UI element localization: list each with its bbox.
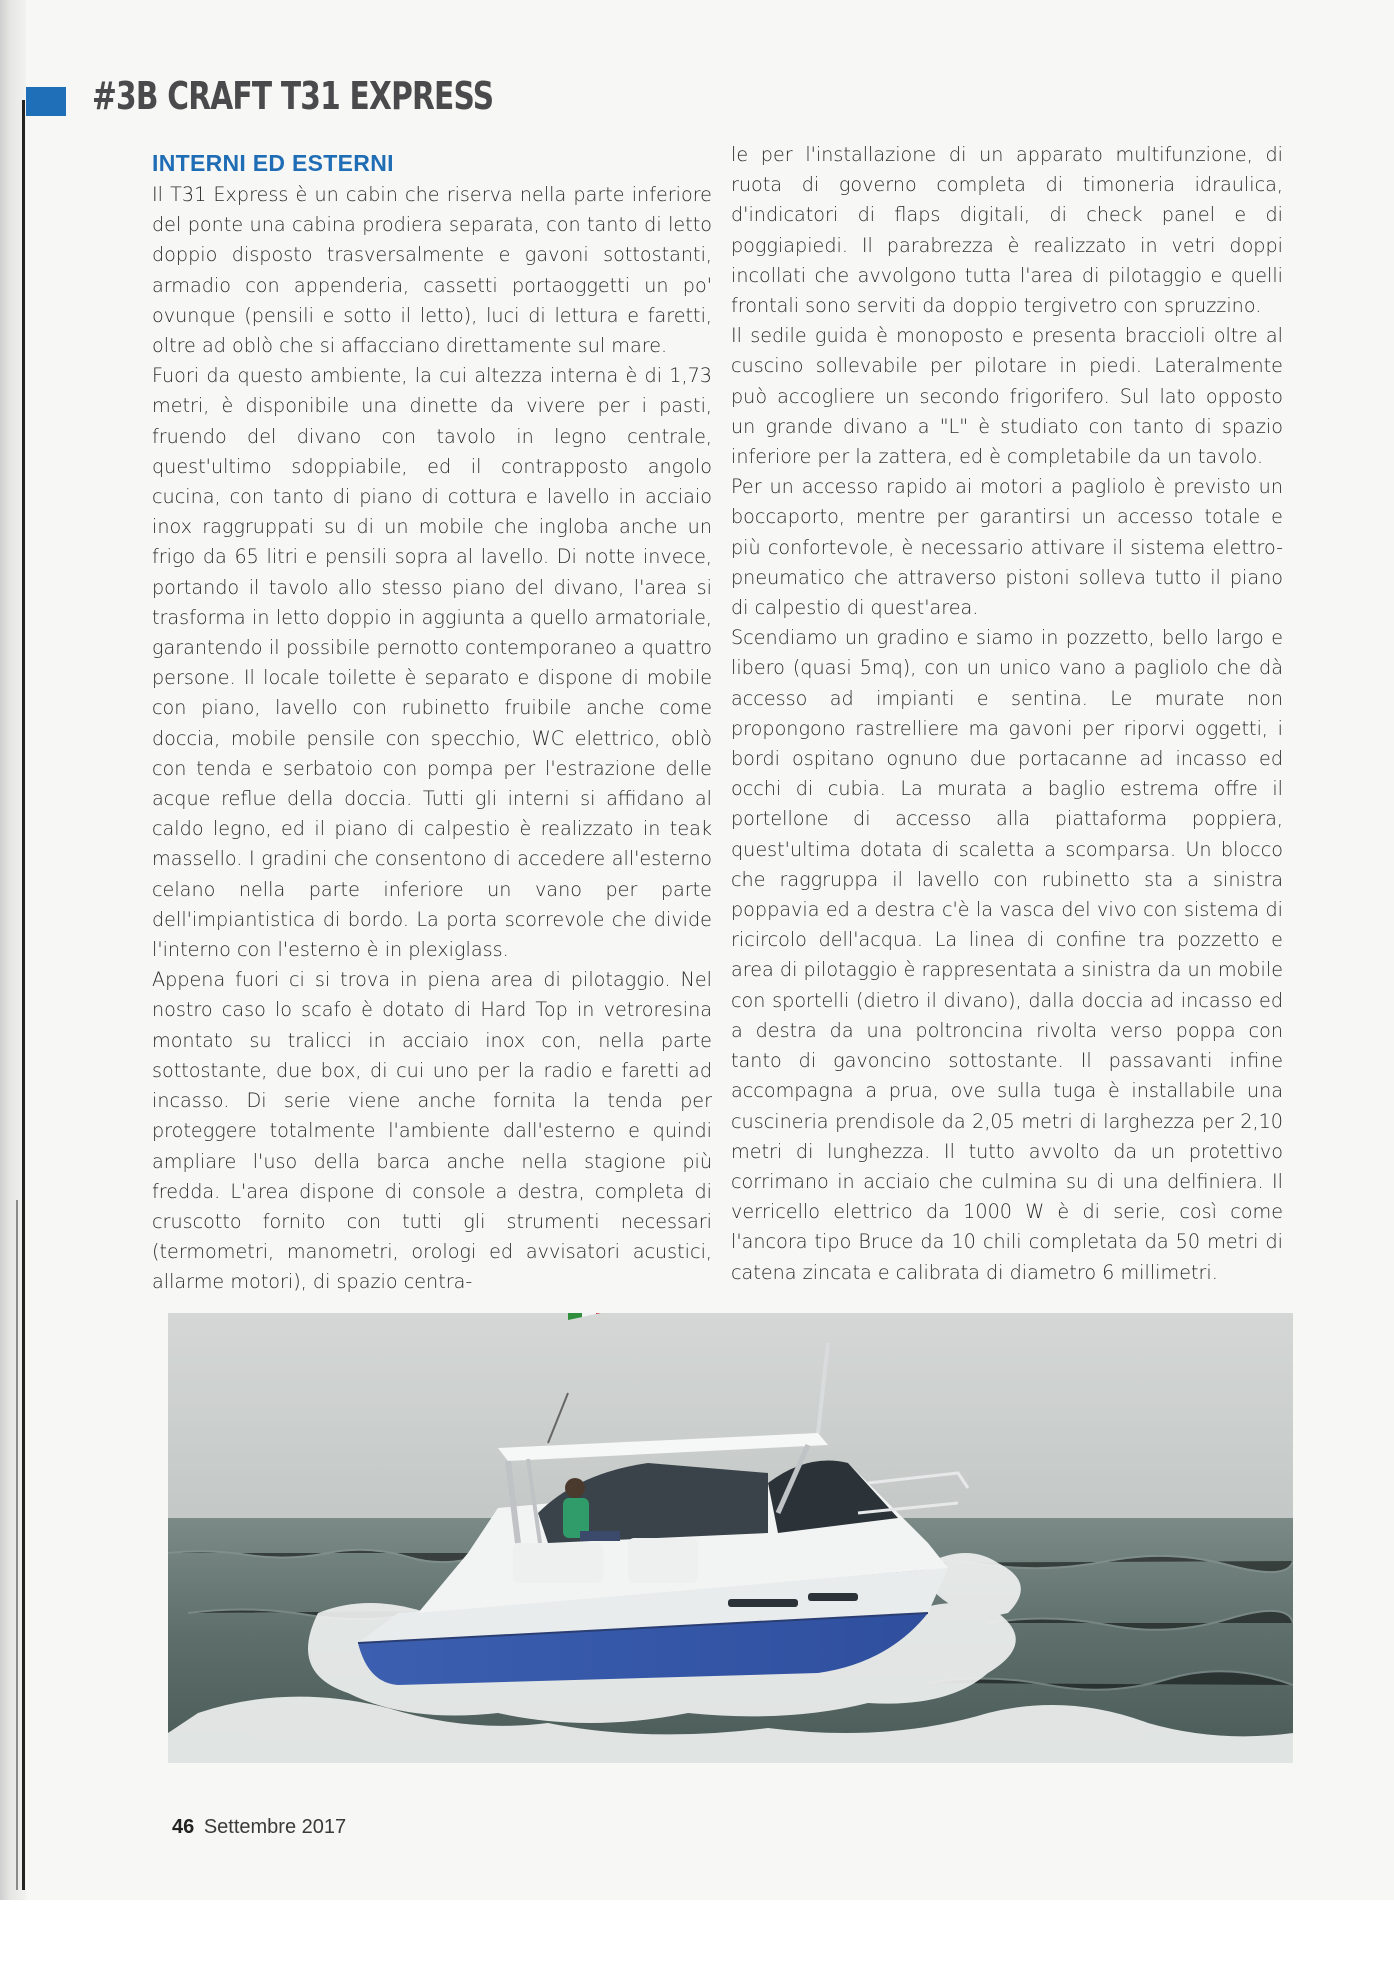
- header-accent-block: [26, 87, 66, 116]
- paragraph: Il sedile guida è monoposto e presenta braccioli oltre al cuscino sollevabile per pilotare in piedi. Lateralmente può accogliere un secondo frigorifero. Sul lato opposto un grande divano a "L" è studiato con tanto di spazio inferiore per la zattera, ed è completabile da un tavolo.: [731, 324, 1283, 469]
- paragraph: Per un accesso rapido ai motori a pagliolo è previsto un boccaporto, mentre per garantirsi un accesso totale e più confortevole, è necessario attivare il sistema elettro-pneumatico che attraverso pistoni solleva tutto il piano di calpestio di quest'area.: [731, 475, 1283, 620]
- boat-photo: [168, 1313, 1293, 1763]
- article-column-left: [152, 148, 712, 1298]
- issue-date: Settembre 2017: [203, 1816, 347, 1838]
- section-heading: INTERNI ED ESTERNI: [152, 150, 394, 176]
- paragraph: Fuori da questo ambiente, la cui altezza interna è di 1,73 metri, è disponibile una dinette da vivere per i pasti, fruendo del divano con tavolo in legno centrale, quest'ultimo sdoppiabile, ed il contrapposto angolo cucina, con tanto di piano di cottura e lavello in acciaio inox raggruppati su di un mobile che ingloba anche un frigo da 65 litri e pensili sopra al lavello. Di notte invece, portando il tavolo allo stesso piano del divano, l'area si trasforma in letto doppio in aggiunta a quello armatoriale, garantendo il possibile pernotto contemporaneo a quattro persone. Il locale toilette è separato e dispone di mobile con piano, lavello con rubinetto fruibile anche come doccia, mobile pensile con specchio, WC elettrico, oblò con tenda e serbatoio con pompa per l'estrazione delle acque reflue della doccia. Tutti gli interni si affidano al caldo legno, ed il piano di calpestio è realizzato in teak massello. I gradini che consentono di accedere all'esterno celano nella parte inferiore un vano per parte dell'impiantistica di bordo. La porta scorrevole che divide l'interno con l'esterno è in plexiglass.: [152, 364, 712, 962]
- page-number: 46: [172, 1816, 195, 1838]
- paragraph: le per l'installazione di un apparato multifunzione, di ruota di governo completa di timoneria idraulica, d'indicatori di flaps digitali, di check panel e di poggiapiedi. Il parabrezza è realizzato in vetri doppi incollati che avvolgono tutta l'area di pilotaggio e quelli frontali sono serviti da doppio tergivetro con spruzzino.: [731, 143, 1283, 318]
- paragraph: Il T31 Express è un cabin che riserva nella parte inferiore del ponte una cabina prodiera separata, con tanto di letto doppio disposto trasversalmente e gavoni sottostanti, armadio con appenderia, cassetti portaoggetti un po' ovunque (pensili e sotto il letto), luci di lettura e faretti, oltre ad oblò che si affacciano direttamente sul mare.: [152, 183, 712, 358]
- page-title: #3B CRAFT T31 EXPRESS: [92, 74, 494, 118]
- binding-edge-secondary: [16, 1200, 18, 1890]
- page-footer: [172, 1816, 346, 1839]
- page-bottom-margin: [0, 1900, 1394, 1980]
- article-column-right: [731, 140, 1283, 1288]
- paragraph: Appena fuori ci si trova in piena area di pilotaggio. Nel nostro caso lo scafo è dotato di Hard Top in vetroresina montato su tralicci in acciaio inox con, nella parte sottostante, due box, di cui uno per la radio e faretti ad incasso. Di serie viene anche fornita la tenda per proteggere totalmente l'ambiente dall'esterno e quindi ampliare l'uso della barca anche nella stagione più fredda. L'area dispone di console a destra, completa di cruscotto fornito con tutti gli strumenti necessari (termometri, manometri, orologi ed avvisatori acustici, allarme motori), di spazio centra-: [152, 968, 712, 1294]
- paragraph: Scendiamo un gradino e siamo in pozzetto, bello largo e libero (quasi 5mq), con un unico vano a pagliolo che dà accesso ad impianti e sentina. Le murate non propongono rastrelliere ma gavoni per riporvi oggetti, i bordi ospitano ognuno due portacanne ad incasso ed occhi di cubia. La murata a baglio estrema offre il portellone di accesso alla piattaforma poppiera, quest'ultima dotata di scaletta a scomparsa. Un blocco che raggruppa il lavello con rubinetto sta a sinistra poppavia ed a destra c'è la vasca del vivo con sistema di ricircolo dell'acqua. La linea di confine tra pozzetto e area di pilotaggio è rappresentata a sinistra da un mobile con sportelli (dietro il divano), dalla doccia ad incasso ed a destra da una poltroncina rivolta verso poppa con tanto di gavoncino sottostante. Il passavanti infine accompagna a prua, ove sulla tuga è installabile una cuscineria prendisole da 2,05 metri di larghezza per 2,10 metri di lunghezza. Il tutto avvolto da un protettivo corrimano in acciaio che culmina su di una delfiniera. Il verricello elettrico da 1000 W è di serie, così come l'ancora tipo Bruce da 10 chili completata da 50 metri di catena zincata e calibrata di diametro 6 millimetri.: [731, 626, 1283, 1284]
- binding-edge: [22, 100, 25, 1890]
